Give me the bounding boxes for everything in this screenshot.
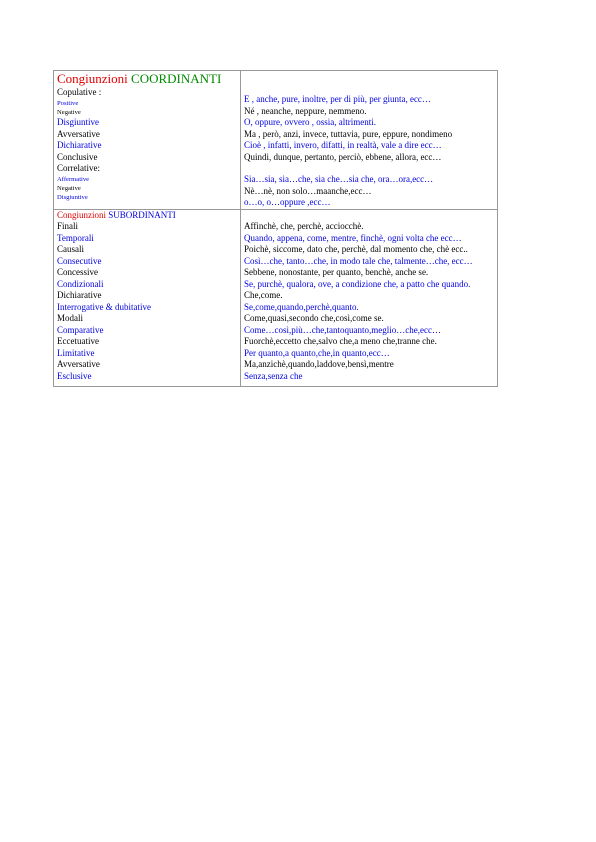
coordinanti-example-list: [244, 94, 497, 209]
category-label: Concessive: [57, 267, 98, 277]
title-type: COORDINANTI: [131, 71, 222, 86]
category-label: Negative: [57, 184, 81, 192]
example-text: Senza,senza che: [244, 370, 303, 381]
example-text: Né , neanche, neppure, nemmeno.: [244, 105, 367, 116]
category-label: Disgiuntive: [57, 117, 99, 128]
example-text: Come…così,più…che,tantoquanto,meglio…che,ecc…: [244, 324, 441, 335]
subordinanti-row: [54, 209, 498, 387]
example-text: Se,come,quando,perchè,quanto.: [244, 301, 359, 312]
example-text: Come,quasi,secondo che,così,come se.: [244, 313, 384, 323]
example-text: Quindi, dunque, pertanto, perciò, ebbene, allora, ecc…: [244, 151, 442, 162]
coordinanti-examples-cell: [241, 71, 498, 210]
coordinanti-title: [57, 71, 240, 87]
category-label: Dichiarative: [57, 140, 102, 151]
category-label: Condizionali: [57, 278, 104, 289]
example-text: Che,come.: [244, 290, 283, 300]
category-label: Causali: [57, 244, 84, 254]
example-text: Affinchè, che, perchè, acciocchè.: [244, 221, 364, 231]
category-label: Dichiarative: [57, 290, 102, 300]
category-label: Temporali: [57, 232, 94, 243]
example-text: Quando, appena, come, mentre, finchè, ogni volta che ecc…: [244, 232, 462, 243]
category-label: Limitative: [57, 347, 95, 358]
category-label: Consecutive: [57, 255, 102, 266]
example-text: E , anche, pure, inoltre, per di più, per giunta, ecc…: [244, 94, 431, 104]
category-label: Correlative:: [57, 163, 100, 174]
category-label: Affermative: [57, 175, 90, 183]
subordinanti-examples-cell: [241, 209, 498, 387]
category-label: Interrogative & dubitative: [57, 301, 151, 312]
title-word: Congiunzioni: [57, 209, 106, 220]
subordinanti-labels-cell: [54, 209, 241, 387]
category-label: Disgiuntive: [57, 194, 88, 202]
title-word: Congiunzioni: [57, 71, 128, 86]
example-text: Fuorchè,eccetto che,salvo che,a meno che,tranne che.: [244, 336, 437, 346]
coordinanti-labels-cell: [54, 71, 241, 210]
example-text: Così…che, tanto…che, in modo tale che, talmente…che, ecc…: [244, 255, 473, 266]
example-text: o…o, o…oppure ,ecc…: [244, 197, 331, 207]
subordinanti-label-list: [57, 221, 240, 382]
title-type: SUBORDINANTI: [108, 209, 176, 220]
category-label: Positive: [57, 99, 79, 107]
category-label: Conclusive: [57, 151, 98, 162]
coordinanti-label-list: [57, 87, 240, 202]
category-label: Eccetuative: [57, 336, 99, 346]
example-text: Ma,anzichè,quando,laddove,bensì,mentre: [244, 359, 394, 369]
category-label: Esclusive: [57, 370, 92, 381]
example-text: Sia…sia, sia…che, sia che…sia che, ora…ora,ecc…: [244, 174, 434, 184]
category-label: Finali: [57, 221, 79, 231]
example-text: Sebbene, nonostante, per quanto, benchè, anche se.: [244, 267, 429, 277]
example-text: Per quanto,a quanto,che,in quanto,ecc…: [244, 347, 390, 358]
example-text: Ma , però, anzi, invece, tuttavia, pure, eppure, nondimeno: [244, 128, 453, 139]
example-text: Nè…nè, non solo…maanche,ecc…: [244, 185, 372, 196]
category-label: Comparative: [57, 324, 104, 335]
example-text: Poichè, siccome, dato che, perchè, dal momento che, chè ecc..: [244, 244, 468, 254]
example-text: O, oppure, ovvero , ossia, altrimenti.: [244, 117, 376, 127]
category-label: Negative: [57, 108, 81, 116]
example-text: Se, purchè, qualora, ove, a condizione che, a patto che quando.: [244, 278, 471, 289]
category-label: Copulative :: [57, 87, 102, 97]
example-text: Cioè , infatti, invero, difatti, in realtà, vale a dire ecc…: [244, 140, 442, 150]
subordinanti-example-list: [244, 221, 497, 382]
coordinanti-row: [54, 71, 498, 210]
subordinanti-title: [57, 210, 240, 222]
category-label: Avversative: [57, 128, 100, 139]
category-label: Avversative: [57, 359, 100, 369]
conjunctions-table: [53, 70, 498, 387]
category-label: Modali: [57, 313, 83, 323]
